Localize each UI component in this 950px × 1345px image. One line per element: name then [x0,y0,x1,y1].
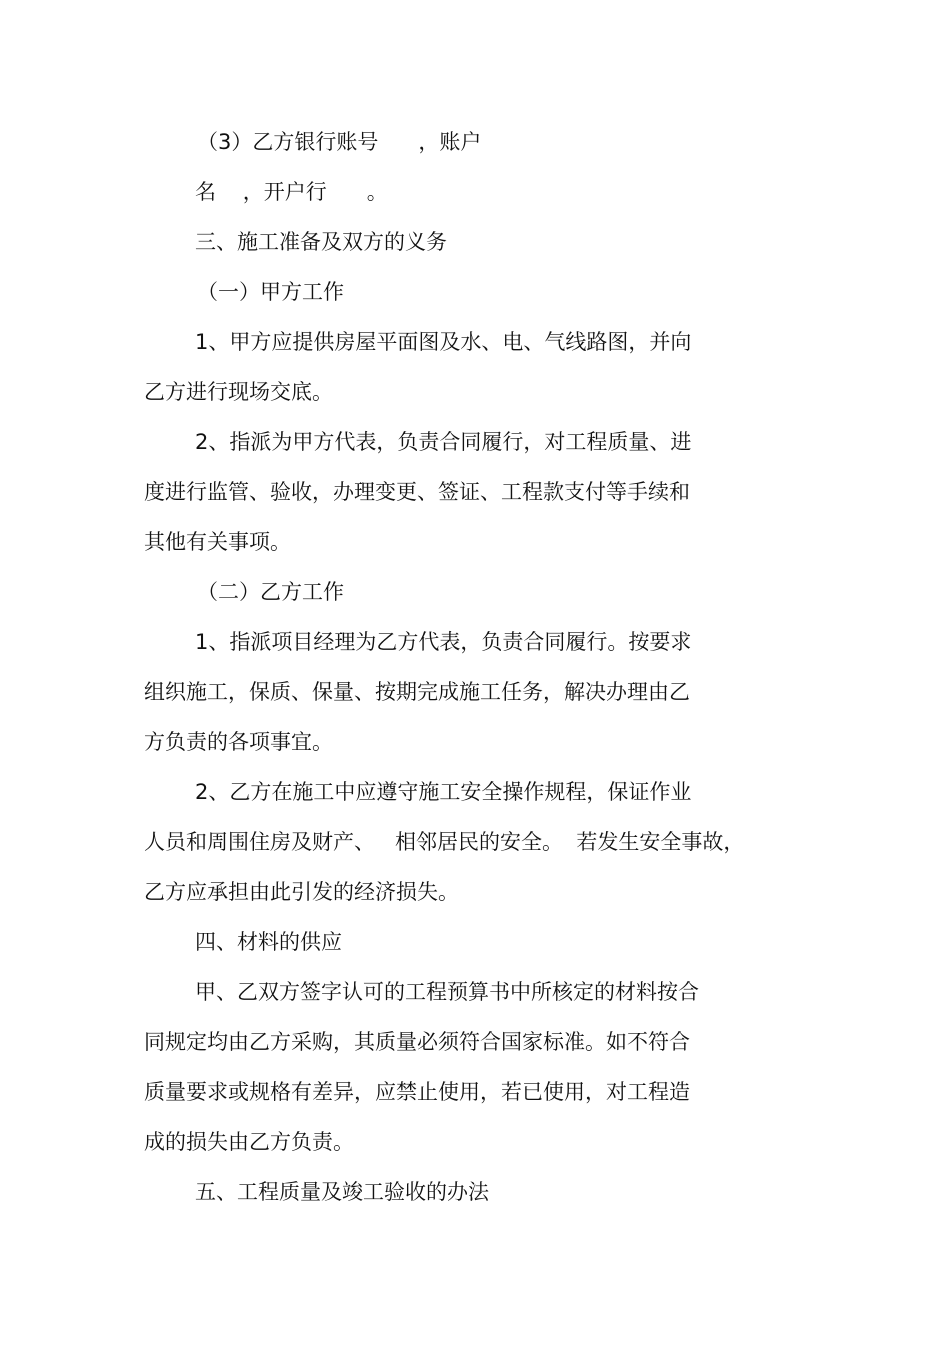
paragraph-line: 乙方进行现场交底。 [144,380,333,404]
paragraph-line: 1、指派项目经理为乙方代表，负责合同履行。按要求 [195,630,692,654]
account-name-line: 名 ，开户行 。 [195,180,388,204]
section-heading-5: 五、工程质量及竣工验收的办法 [195,1180,489,1204]
paragraph-line: 组织施工，保质、保量、按期完成施工任务，解决办理由乙 [144,680,690,704]
paragraph-line: 2、指派为甲方代表，负责合同履行，对工程质量、进 [195,430,692,454]
paragraph-line: 方负责的各项事宜。 [144,730,333,754]
section-heading-4: 四、材料的供应 [195,930,342,954]
paragraph-line: 甲、乙双方签字认可的工程预算书中所核定的材料按合 [195,980,699,1004]
paragraph-line: 其他有关事项。 [144,530,291,554]
paragraph-line: 人员和周围住房及财产、 相邻居民的安全。 若发生安全事故， [144,830,745,854]
paragraph-line: 同规定均由乙方采购，其质量必须符合国家标准。如不符合 [144,1030,690,1054]
paragraph-line: 成的损失由乙方负责。 [144,1130,354,1154]
paragraph-line: 度进行监管、验收，办理变更、签证、工程款支付等手续和 [144,480,690,504]
paragraph-line: 乙方应承担由此引发的经济损失。 [144,880,459,904]
bank-account-line: （3）乙方银行账号 ，账户 [197,130,482,154]
section-heading-3: 三、施工准备及双方的义务 [195,230,447,254]
subsection-heading-party-a: （一）甲方工作 [197,280,344,304]
paragraph-line: 1、甲方应提供房屋平面图及水、电、气线路图，并向 [195,330,692,354]
paragraph-line: 质量要求或规格有差异，应禁止使用，若已使用，对工程造 [144,1080,690,1104]
subsection-heading-party-b: （二）乙方工作 [197,580,344,604]
paragraph-line: 2、乙方在施工中应遵守施工安全操作规程，保证作业 [195,780,692,804]
